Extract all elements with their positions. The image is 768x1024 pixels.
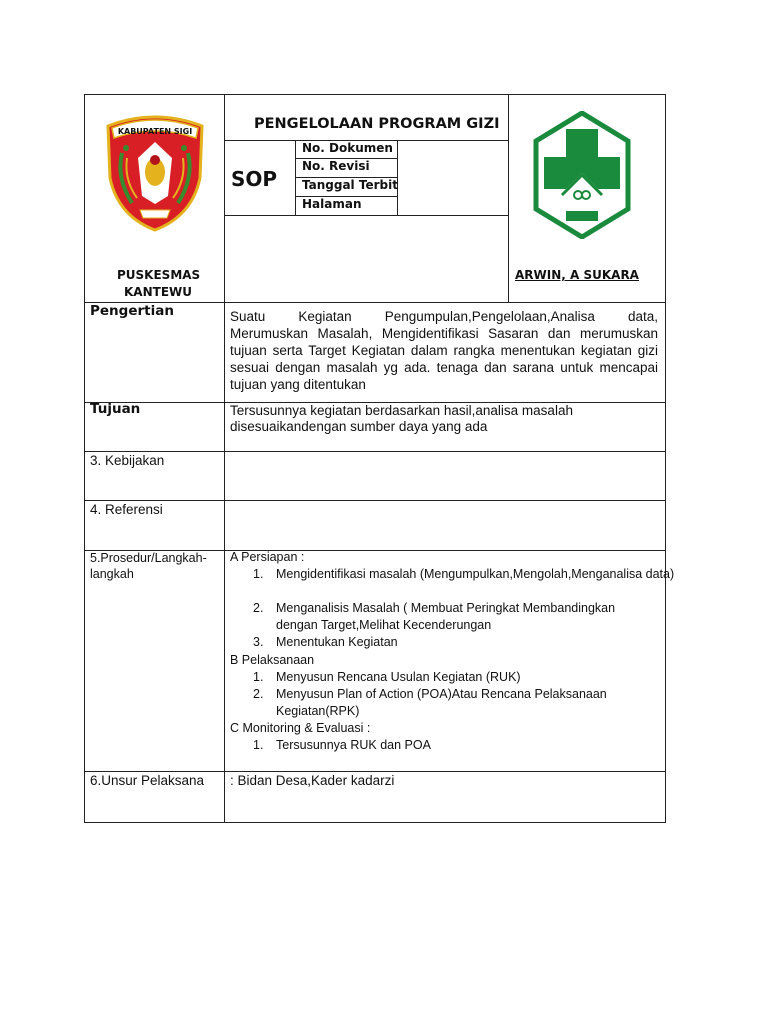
- list-number: 2.: [253, 601, 264, 615]
- procedure-a-title: A Persiapan :: [230, 550, 305, 564]
- list-text: Menganalisis Masalah ( Membuat Peringkat Membandingkan dengan Target,Melihat Kecenderungan: [276, 601, 616, 632]
- list-number: 2.: [253, 687, 264, 701]
- row-divider: [84, 500, 666, 501]
- meta-field-no-revisi: No. Revisi: [302, 159, 370, 173]
- pengertian-line: Suatu Kegiatan Pengumpulan,Pengelolaan,Analisa data,: [230, 309, 658, 324]
- meta-field-tanggal-terbit: Tanggal Terbit: [302, 178, 398, 192]
- meta-field-halaman: Halaman: [302, 197, 362, 211]
- unsur-pelaksana-content: : Bidan Desa,Kader kadarzi: [230, 773, 395, 788]
- document-title: PENGELOLAAN PROGRAM GIZI: [254, 116, 500, 132]
- pengertian-line: tujuan serta Target Kegiatan dalam rangka menentukan kegiatan gizi: [230, 343, 658, 358]
- section-label-pengertian: Pengertian: [90, 303, 174, 319]
- list-number: 1.: [253, 738, 264, 752]
- section-label-prosedur: 5.Prosedur/Langkah-: [90, 551, 207, 565]
- section-label-referensi: 4. Referensi: [90, 502, 163, 517]
- section-label-tujuan: Tujuan: [90, 401, 141, 417]
- org-name-line2: KANTEWU: [124, 285, 192, 299]
- meta-bottom-divider: [224, 215, 508, 216]
- list-number: 1.: [253, 567, 264, 581]
- sop-label: SOP: [231, 167, 278, 191]
- tujuan-line: disesuaikandengan sumber daya yang ada: [230, 419, 488, 434]
- list-text: Tersusunnya RUK dan POA: [276, 738, 431, 752]
- puskesmas-logo-icon: [532, 111, 632, 239]
- list-text: Menyusun Rencana Usulan Kegiatan (RUK): [276, 670, 521, 684]
- kabupaten-sigi-emblem-icon: [102, 108, 208, 234]
- pengertian-line: tujuan yang ditentukan: [230, 377, 366, 392]
- procedure-b-title: B Pelaksanaan: [230, 653, 315, 667]
- meta-field-no-dokumen: No. Dokumen: [302, 141, 393, 155]
- section-label-unsur-pelaksana: 6.Unsur Pelaksana: [90, 773, 205, 788]
- list-number: 3.: [253, 635, 264, 649]
- section-label-kebijakan: 3. Kebijakan: [90, 453, 165, 468]
- sop-document: [84, 94, 675, 823]
- header-divider-right: [508, 94, 509, 302]
- emblem-text: KABUPATEN SIGI: [117, 127, 193, 136]
- procedure-c-title: C Monitoring & Evaluasi :: [230, 721, 371, 735]
- pengertian-line: Merumuskan Masalah, Mengidentifikasi Sasaran dan merumuskan: [230, 326, 658, 341]
- list-number: 1.: [253, 670, 264, 684]
- row-divider: [84, 451, 666, 452]
- list-text: Mengidentifikasi masalah (Mengumpulkan,Mengolah,Menganalisa data): [276, 567, 675, 581]
- section-label-prosedur-cont: langkah: [90, 567, 134, 581]
- list-text: Menentukan Kegiatan: [276, 635, 398, 649]
- tujuan-line: Tersusunnya kegiatan berdasarkan hasil,analisa masalah: [230, 403, 573, 418]
- org-name-line1: PUSKESMAS: [117, 268, 201, 282]
- column-divider: [224, 94, 225, 823]
- pengertian-line: sesuai dengan masalah yg ada. tenaga dan sarana untuk mencapai: [230, 360, 658, 375]
- signatory-name: ARWIN, A SUKARA: [515, 268, 639, 282]
- list-text: Menyusun Plan of Action (POA)Atau Rencana Pelaksanaan Kegiatan(RPK): [276, 687, 607, 718]
